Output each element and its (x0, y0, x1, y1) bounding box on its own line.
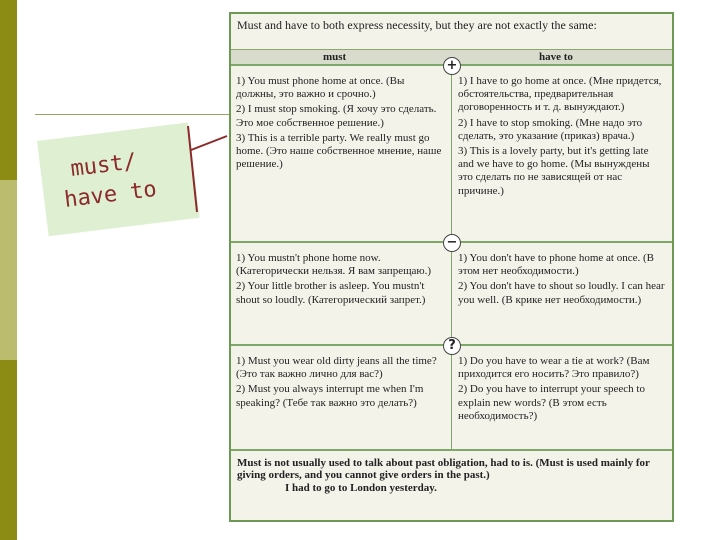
cell-have-to-negative (458, 252, 666, 309)
example-text: 2) Your little brother is asleep. You mustn't shout so loudly. (Категорический запрет.) (236, 280, 426, 306)
cell-have-to-question (458, 355, 666, 425)
column-header-must: must (323, 51, 347, 63)
example-text: 2) I must stop smoking. (Я хочу это сделать. Это мое собственное решение.) (236, 103, 437, 129)
minus-icon: − (443, 234, 461, 252)
sidebar-segment-bottom (0, 360, 17, 540)
sidebar-segment-middle (0, 180, 17, 360)
section-affirmative (231, 58, 672, 243)
example-text: 2) I have to stop smoking. (Мне надо это сделать, это указание (приказ) врача.) (458, 116, 643, 142)
example-text: 1) You must phone home at once. (Вы должны, это важно и срочно.) (236, 75, 405, 101)
cell-must-negative (236, 252, 446, 309)
table-intro: Must and have to both express necessity, but they are not exactly the same: (237, 18, 597, 32)
bracket-mark-icon (185, 120, 230, 220)
example-text: 1) You don't have to phone home at once. (В этом нет необходимости.) (458, 252, 654, 278)
column-divider (451, 243, 452, 346)
column-header-have-to: have to (539, 51, 573, 63)
divider-line (35, 114, 230, 115)
cell-must-affirmative (236, 75, 446, 173)
footer-example: I had to go to London yesterday. (285, 481, 437, 494)
example-text: 2) Must you always interrupt me when I'm speaking? (Тебе так важно это делать?) (236, 383, 424, 409)
example-text: 1) You mustn't phone home now. (Категорически нельзя. Я вам запрещаю.) (236, 252, 432, 278)
title-line-1: must/ (69, 149, 139, 183)
title-card (37, 122, 200, 236)
section-question (231, 338, 672, 451)
example-text: 1) Must you wear old dirty jeans all the time? (Это так важно лично для вас?) (236, 355, 437, 381)
example-text: 2) You don't have to shout so loudly. I can hear you well. (В крике нет необходимости.) (458, 280, 665, 306)
plus-icon: + (443, 57, 461, 75)
sidebar-stripe (0, 0, 17, 540)
cell-have-to-affirmative (458, 75, 666, 200)
footer-text: Must is not usually used to talk about past obligation, had to is. (Must is used mainly for giving orders, and you cannot give orders in the past.) (237, 457, 650, 482)
column-divider (451, 66, 452, 243)
title-line-2: have to (62, 176, 159, 214)
example-text: 1) I have to go home at once. (Мне придется, обстоятельства, предварительная договоренность и т. д. вынуждают.) (458, 75, 662, 114)
example-text: 3) This is a lovely party, but it's getting late and we have to go home. (Мы вынуждены это сделать по не зависящей от нас причине.) (458, 145, 650, 197)
grammar-table (229, 12, 674, 522)
section-negative (231, 235, 672, 346)
example-text: 2) Do you have to interrupt your speech to explain new words? (В этом есть необходимость?) (458, 383, 645, 422)
cell-must-question (236, 355, 446, 412)
example-text: 1) Do you have to wear a tie at work? (Вам приходится его носить? Это правило?) (458, 355, 650, 381)
sidebar-segment-top (0, 0, 17, 180)
footer-note (231, 449, 672, 494)
column-divider (451, 346, 452, 451)
question-icon: ? (443, 337, 461, 355)
example-text: 3) This is a terrible party. We really must go home. (Это наше собственное мнение, наше решение.) (236, 131, 442, 171)
